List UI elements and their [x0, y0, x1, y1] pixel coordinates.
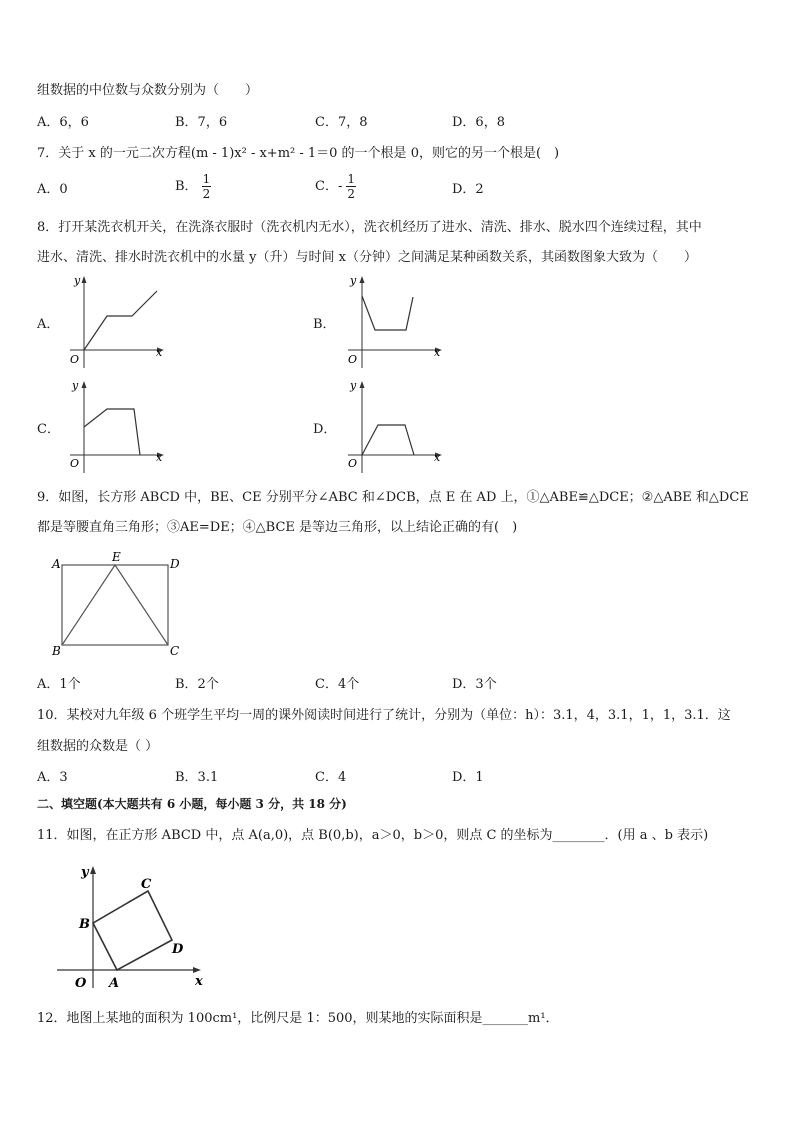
- q7-option-c-fraction: [346, 172, 356, 201]
- q6-stem: 组数据的中位数与众数分别为（ ）: [37, 83, 259, 98]
- q8-option-b-label: B．: [313, 317, 336, 332]
- vertex-label-b: B: [52, 644, 61, 658]
- q7-option-b-label: B．: [175, 179, 198, 194]
- q10-option-d: D．1: [452, 770, 484, 785]
- vertex-label-b: B: [79, 917, 90, 932]
- vertex-label-a: A: [109, 976, 120, 990]
- y-axis-label: y: [74, 274, 81, 287]
- q9-option-c: C．4个: [315, 677, 360, 692]
- q7-option-c: [315, 172, 356, 201]
- q6-option-b: B．7，6: [175, 115, 228, 130]
- y-axis-label: y: [72, 379, 79, 392]
- q10-line-1: 10．某校对九年级 6 个班学生平均一周的课外阅读时间进行了统计，分别为（单位：h）：3.1，4，3.1，1，1，3.1．这: [37, 708, 731, 723]
- q7-option-c-label: C．-: [315, 179, 343, 194]
- q8-line-1: 8．打开某洗衣机开关，在洗涤衣服时（洗衣机内无水），洗衣机经历了进水、清洗、排水、脱水四个连续过程，其中: [37, 220, 702, 235]
- vertex-label-c: C: [170, 644, 180, 658]
- q8-option-a-label: A．: [37, 317, 60, 332]
- q9-rectangle-figure: [45, 550, 195, 662]
- vertex-label-c: C: [141, 877, 152, 892]
- vertex-label-e: E: [112, 550, 121, 564]
- q7-stem: 7．关于 x 的一元二次方程(m - 1)x² - x+m² - 1＝0 的一个根是 0，则它的另一个根是( ): [37, 146, 560, 161]
- origin-label: O: [348, 457, 358, 470]
- q6-option-d: D．6，8: [452, 115, 505, 130]
- q9-options: [37, 675, 757, 695]
- q11-square-figure: [55, 860, 210, 990]
- fraction-numerator: 1: [347, 172, 355, 186]
- y-axis-label: y: [350, 379, 357, 392]
- q11-stem: 11．如图，在正方形 ABCD 中，点 A(a,0)，点 B(0,b)，a＞0，b＞0，则点 C 的坐标为________．(用 a 、b 表示): [37, 828, 709, 843]
- axis-label-x: x: [195, 974, 203, 989]
- q7-option-b: [175, 172, 211, 201]
- q6-option-a: A．6，6: [37, 115, 89, 130]
- q6-options: [37, 113, 757, 133]
- q8-graph-c: [62, 375, 172, 475]
- q9-line-2: 都是等腰直角三角形；③AE=DE；④△BCE 是等边三角形，以上结论正确的有( ): [37, 520, 518, 535]
- fraction-numerator: 1: [202, 172, 211, 186]
- q10-option-b: B．3.1: [175, 770, 219, 785]
- q7-option-a: A．0: [37, 182, 68, 197]
- vertex-label-d: D: [172, 942, 184, 957]
- q12-stem: 12．地图上某地的面积为 100cm¹，比例尺是 1：500，则某地的实际面积是_______m¹．: [37, 1011, 559, 1026]
- section-2-heading: 二、填空题(本大题共有 6 小题，每小题 3 分，共 18 分): [37, 797, 347, 811]
- q8-line-2: 进水、清洗、排水时洗衣机中的水量 y（升）与时间 x（分钟）之间满足某种函数关系，其函数图象大致为（ ）: [37, 250, 697, 265]
- axis-label-y: y: [81, 865, 89, 880]
- q9-option-d: D．3个: [452, 677, 497, 692]
- vertex-label-a: A: [52, 557, 61, 571]
- y-axis-label: y: [350, 274, 357, 287]
- q10-line-2: 组数据的众数是（ ）: [37, 739, 159, 754]
- origin-label: O: [348, 353, 358, 366]
- q7-options: [37, 172, 757, 208]
- q10-option-c: C．4: [315, 770, 347, 785]
- vertex-label-d: D: [170, 557, 180, 571]
- q8-option-d-label: D．: [313, 422, 337, 437]
- q10-option-a: A．3: [37, 770, 68, 785]
- x-axis-label: x: [434, 346, 441, 359]
- q7-option-b-fraction: [202, 172, 212, 201]
- q8-graph-a: [62, 270, 172, 370]
- origin-label: O: [70, 353, 80, 366]
- q8-option-c-label: C．: [37, 422, 60, 437]
- x-axis-label: x: [156, 346, 163, 359]
- x-axis-label: x: [156, 451, 163, 464]
- q6-option-c: C．7，8: [315, 115, 368, 130]
- fraction-denominator: 2: [347, 187, 355, 201]
- q9-line-1: 9．如图，长方形 ABCD 中，BE、CE 分别平分∠ABC 和∠DCB，点 E 在 AD 上，①△ABE≌△DCE；②△ABE 和△DCE: [37, 490, 749, 505]
- origin-label: O: [75, 976, 87, 990]
- q9-option-a: A．1个: [37, 677, 81, 692]
- origin-label: O: [70, 457, 80, 470]
- x-axis-label: x: [434, 451, 441, 464]
- fraction-denominator: 2: [202, 187, 211, 201]
- q9-option-b: B．2个: [175, 677, 219, 692]
- q10-options: [37, 768, 757, 788]
- q8-graph-b: [340, 270, 450, 370]
- q8-graph-d: [340, 375, 450, 475]
- q7-option-d: D．2: [452, 182, 484, 197]
